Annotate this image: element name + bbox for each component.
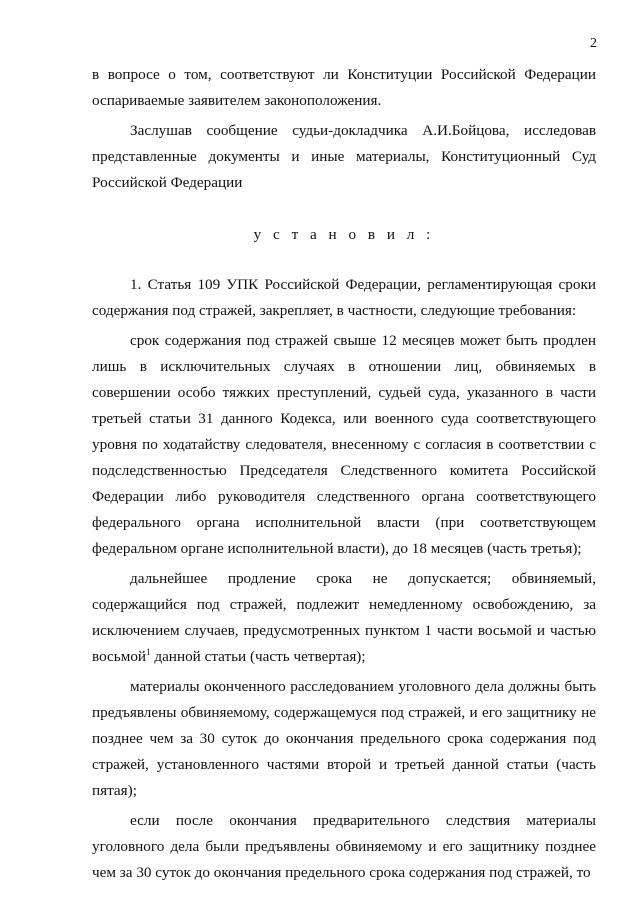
- paragraph-text: дальнейшее продление срока не допускается; обвиняемый, содержащийся под стражей, подлежит немедленному освобождению, за исключением случаев, предусмотренных пунктом 1 части восьмой и частью восьмой: [92, 570, 596, 665]
- paragraph-no-further-extension: [92, 566, 596, 670]
- paragraph-hearing: Заслушав сообщение судьи-докладчика А.И.Бойцова, исследовав представленные документы и иные материалы, Конституционный Суд Российской Федерации: [92, 122, 596, 191]
- document-body: [92, 62, 596, 886]
- paragraph-continuation: в вопросе о том, соответствуют ли Конституции Российской Федерации оспариваемые заявителем законоположения.: [92, 66, 596, 109]
- paragraph-materials: материалы оконченного расследованием уголовного дела должны быть предъявлены обвиняемому, содержащемуся под стражей, и его защитнику не позднее чем за 30 суток до окончания предельного срока содержания под стражей, установленного частями второй и третьей данной статьи (часть пятая);: [92, 678, 596, 799]
- section-heading: у с т а н о в и л :: [253, 226, 435, 243]
- paragraph-text-tail: данной статьи (часть четвертая);: [150, 648, 366, 665]
- paragraph-article-109: 1. Статья 109 УПК Российской Федерации, регламентирующая сроки содержания под стражей, закрепляет, в частности, следующие требования:: [92, 276, 596, 319]
- page-number: 2: [590, 36, 597, 51]
- paragraph-term-extension: срок содержания под стражей свыше 12 месяцев может быть продлен лишь в исключительных случаях в отношении лиц, обвиняемых в совершении особо тяжких преступлений, судьей суда, указанного в части третьей статьи 31 данного Кодекса, или военного суда соответствующего уровня по ходатайству следователя, внесенному с согласия в соответствии с подследственностью Председателя Следственного комитета Российской Федерации либо руководителя следственного органа соответствующего федерального органа исполнительной власти (при соответствующем федеральном органе исполнительной власти), до 18 месяцев (часть третья);: [92, 332, 596, 557]
- paragraph-after-investigation: если после окончания предварительного следствия материалы уголовного дела были предъявлены обвиняемому и его защитнику позднее чем за 30 суток до окончания предельного срока содержания под стражей, то: [92, 812, 596, 881]
- superscript: 1: [146, 646, 151, 657]
